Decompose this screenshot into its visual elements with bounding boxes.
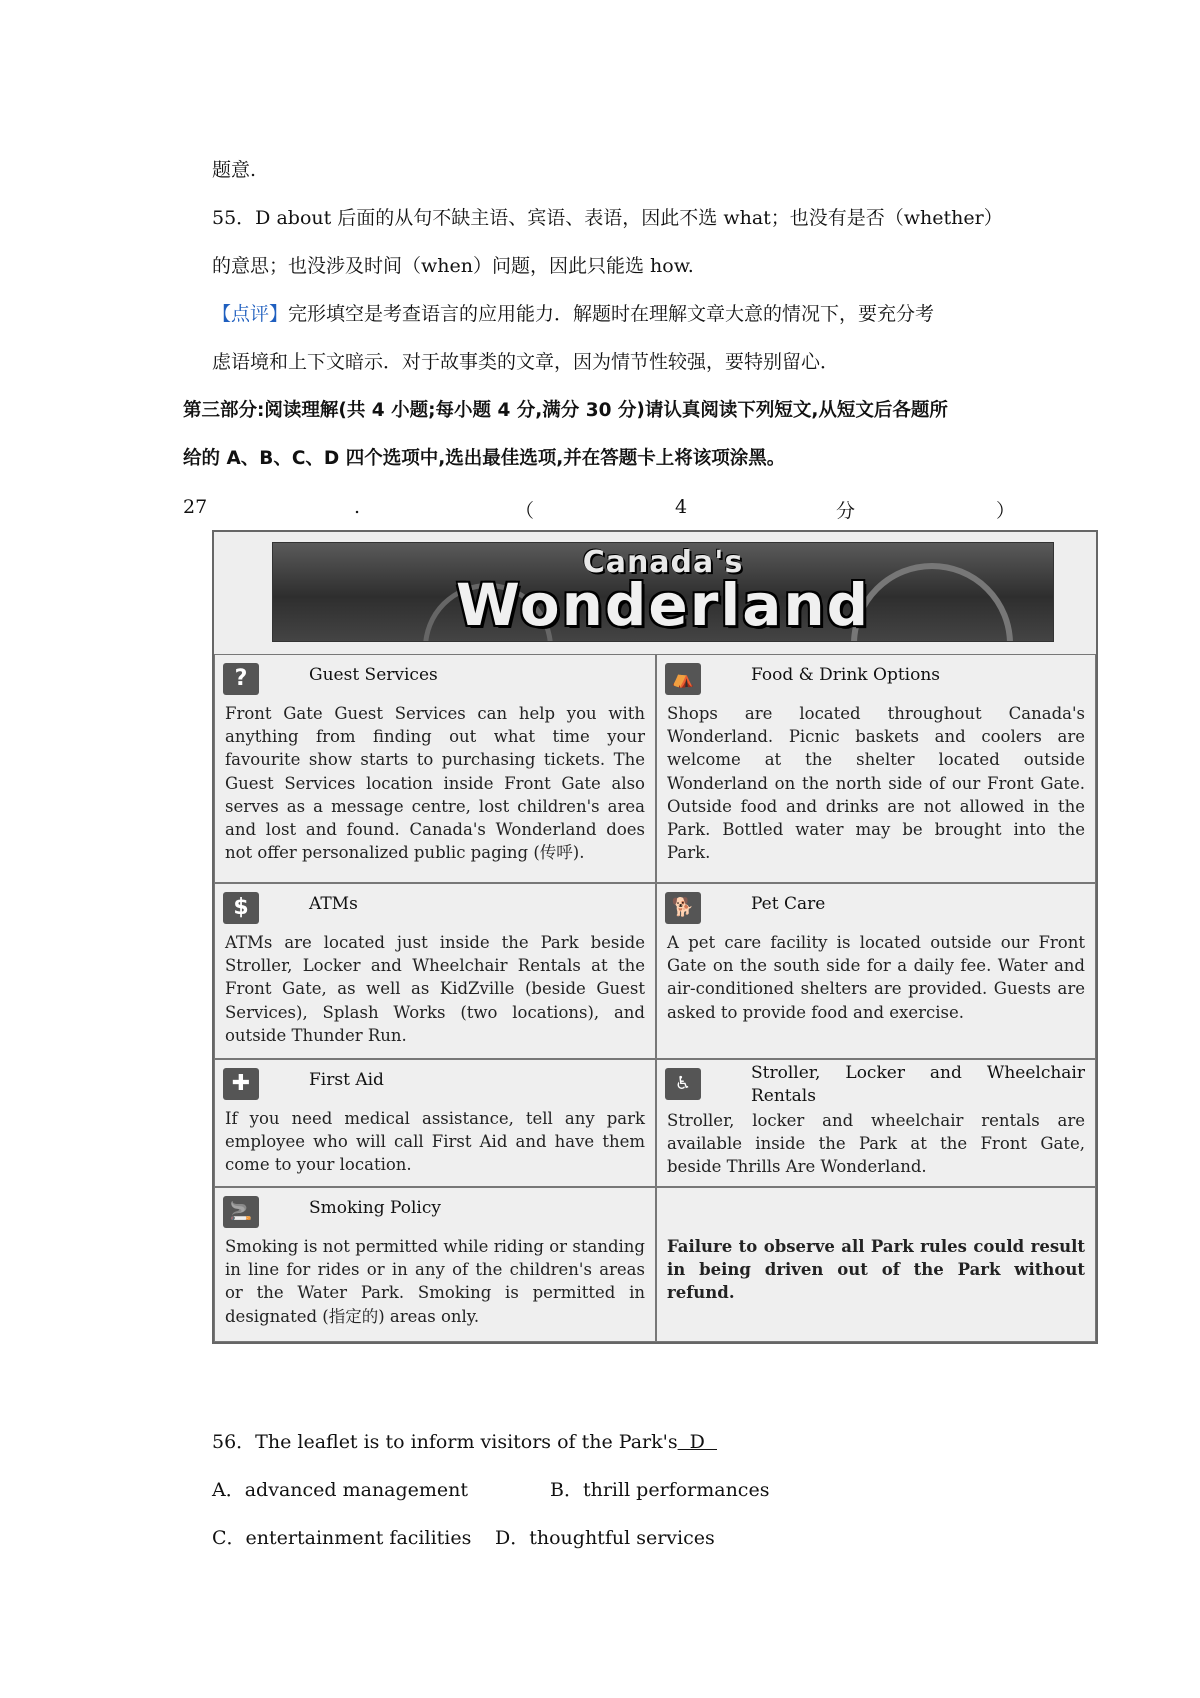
question-icon: ? bbox=[223, 663, 259, 695]
question-number: 27 bbox=[183, 496, 208, 518]
option-b: B．thrill performances bbox=[550, 1479, 770, 1501]
banner-subtitle: Canada's bbox=[582, 545, 744, 580]
option-a: A．advanced management bbox=[212, 1479, 469, 1501]
explanation-line: 题意. bbox=[212, 159, 257, 181]
question-score-unit: 分 bbox=[836, 500, 856, 522]
option-d: D．thoughtful services bbox=[495, 1527, 715, 1549]
pet-care-cell bbox=[656, 883, 1096, 1059]
smoking-icon: 🚬 bbox=[223, 1196, 259, 1228]
pet-icon: 🐕 bbox=[665, 892, 701, 924]
guest-services-text: Front Gate Guest Services can help you with anything from finding out what time your favourite show starts to purchasing tickets. The Guest Services location inside Front Gate also serves as a message centre, lost children's area and lost and found. Canada's Wonderland does not offer personalized public paging (传呼). bbox=[225, 704, 645, 863]
atms-text: ATMs are located just inside the Park beside Stroller, Locker and Wheelchair Rentals at the Front Gate, as well as KidZville (beside Guest Services), Splash Works (two locations), and outside Thunder Run. bbox=[225, 933, 645, 1045]
food-drink-text: Shops are located throughout Canada's Wonderland. Picnic baskets and coolers are welcome at the shelter located outside Wonderland on the north side of our Front Gate. Outside food and drinks are not allowed in the Park. Bottled water may be brought into the Park. bbox=[667, 704, 1085, 863]
q55-answer-line2: 的意思；也没涉及时间（when）问题，因此只能选 how. bbox=[212, 255, 694, 277]
first-aid-text: If you need medical assistance, tell any park employee who will call First Aid and have them come to your location. bbox=[225, 1109, 645, 1175]
atms-title: ATMs bbox=[309, 894, 358, 914]
comment-line1 bbox=[212, 300, 934, 328]
question-lparen: （ bbox=[515, 500, 535, 522]
banner-title: Wonderland bbox=[455, 571, 871, 639]
q55-answer-line1: 55．D about 后面的从句不缺主语、宾语、表语，因此不选 what；也没有是否（whether） bbox=[212, 207, 1003, 229]
atms-cell bbox=[214, 883, 656, 1059]
park-rules-cell bbox=[656, 1187, 1096, 1342]
option-c: C．entertainment facilities bbox=[212, 1527, 472, 1549]
question-56-stem bbox=[212, 1428, 717, 1456]
picnic-table-icon: ⛺ bbox=[665, 663, 701, 695]
rentals-title: Stroller, Locker and Wheelchair Rentals bbox=[751, 1063, 1085, 1106]
park-leaflet bbox=[212, 530, 1098, 1344]
question-56-text: 56．The leaflet is to inform visitors of the Park's bbox=[212, 1431, 678, 1453]
comment-line2: 虑语境和上下文暗示．对于故事类的文章，因为情节性较强，要特别留心． bbox=[212, 351, 840, 373]
question-rparen: ） bbox=[996, 500, 1016, 522]
park-rules-warning: Failure to observe all Park rules could result in being driven out of the Park without refund. bbox=[667, 1237, 1085, 1303]
stroller-icon: ♿ bbox=[665, 1068, 701, 1100]
atm-icon: $ bbox=[223, 892, 259, 924]
first-aid-cell bbox=[214, 1059, 656, 1187]
smoking-policy-cell bbox=[214, 1187, 656, 1342]
question-dot: . bbox=[354, 496, 361, 518]
rentals-cell bbox=[656, 1059, 1096, 1187]
comment-text: 完形填空是考查语言的应用能力．解题时在理解文章大意的情况下，要充分考 bbox=[288, 303, 935, 325]
food-drink-cell bbox=[656, 654, 1096, 883]
first-aid-title: First Aid bbox=[309, 1070, 384, 1090]
guest-services-title: Guest Services bbox=[309, 665, 438, 685]
pet-care-title: Pet Care bbox=[751, 894, 826, 914]
rentals-text: Stroller, locker and wheelchair rentals are available inside the Park at the Front Gate, beside Thrills Are Wonderland. bbox=[667, 1111, 1085, 1177]
pet-care-text: A pet care facility is located outside our Front Gate on the south side for a daily fee. Water and air-conditioned shelters are provided. Guests are asked to provide food and exercise. bbox=[667, 933, 1085, 1022]
food-drink-title: Food & Drink Options bbox=[751, 665, 941, 685]
first-aid-icon: ✚ bbox=[223, 1068, 259, 1100]
question-score: 4 bbox=[675, 496, 688, 518]
comment-tag: 【点评】 bbox=[212, 303, 289, 325]
section-heading-line2: 给的 A、B、C、D 四个选项中,选出最佳选项,并在答题卡上将该项涂黑。 bbox=[183, 448, 786, 469]
smoking-policy-text: Smoking is not permitted while riding or standing in line for rides or in any of the children's areas or the Water Park. Smoking is permitted in designated (指定的) areas only. bbox=[225, 1237, 645, 1326]
guest-services-cell bbox=[214, 654, 656, 883]
smoking-policy-title: Smoking Policy bbox=[309, 1198, 441, 1218]
section-heading-line1: 第三部分:阅读理解(共 4 小题;每小题 4 分,满分 30 分)请认真阅读下列短文,从短文后各题所 bbox=[183, 400, 948, 421]
question-56-answer: D bbox=[677, 1431, 717, 1453]
leaflet-banner bbox=[272, 542, 1054, 642]
